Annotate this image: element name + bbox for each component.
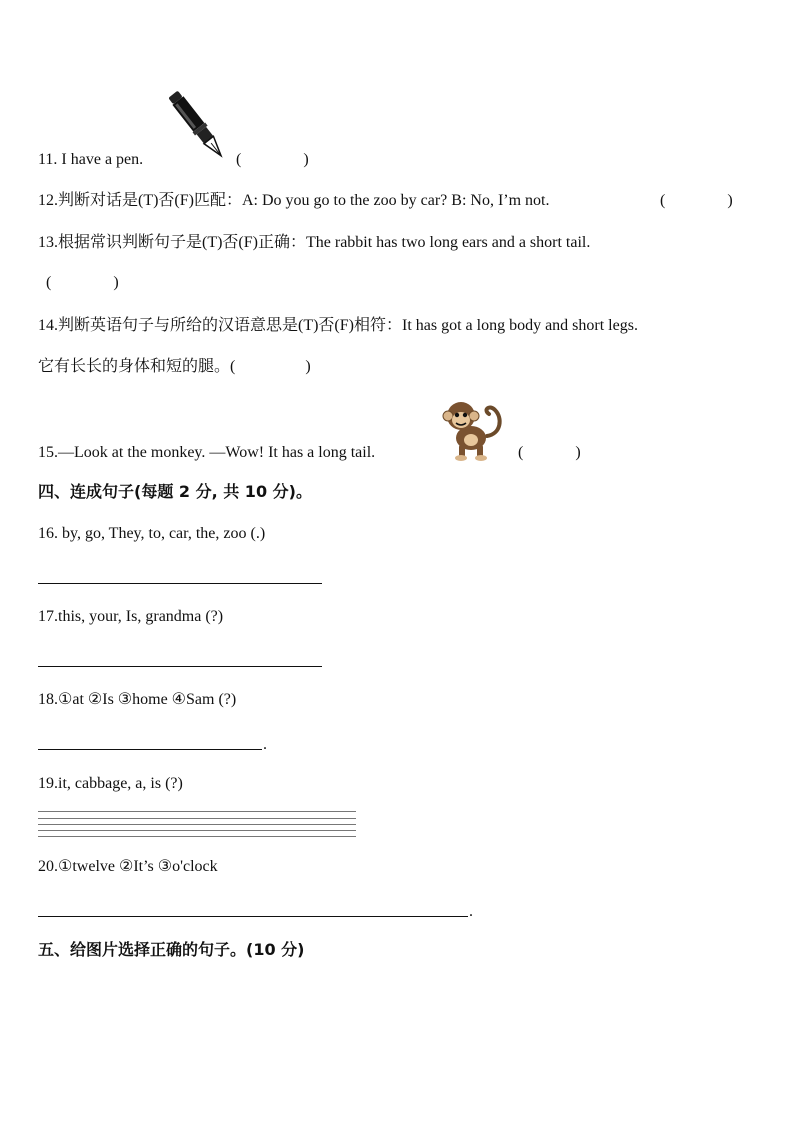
question-11 <box>38 150 143 170</box>
answer-20-period: . <box>469 903 473 920</box>
answer-18-period: . <box>263 736 267 753</box>
section-5-heading: 五、给图片选择正确的句子。(10 分) <box>38 940 305 959</box>
question-17: 17.this, your, Is, grandma (?) <box>38 608 224 625</box>
question-15-text: 15.—Look at the monkey. —Wow! It has a long tail. <box>38 444 376 461</box>
answer-ruled-line-1[interactable] <box>38 811 356 812</box>
question-13-text: 13.根据常识判断句子是(T)否(F)正确：The rabbit has two long ears and a short tail. <box>38 234 591 251</box>
question-14-text: 14.判断英语句子与所给的汉语意思是(T)否(F)相符：It has got a long body and short legs. <box>38 317 638 334</box>
question-18: 18.①at ②Is ③home ④Sam (?) <box>38 691 237 708</box>
question-11-text: 11. I have a pen. <box>38 151 144 168</box>
answer-ruled-line-3[interactable] <box>38 824 356 825</box>
question-13-answer-parens[interactable]: ( ) <box>46 274 119 291</box>
question-19: 19.it, cabbage, a, is (?) <box>38 775 183 792</box>
answer-line-18[interactable] <box>38 749 262 750</box>
question-14-chinese <box>38 357 311 377</box>
question-13 <box>38 233 590 253</box>
question-20: 20.①twelve ②It’s ③o'clock <box>38 858 218 875</box>
fountain-pen-icon <box>166 84 228 166</box>
answer-line-17[interactable] <box>38 666 322 667</box>
question-14-paren-close: ) <box>305 358 311 375</box>
question-15-answer-parens[interactable]: ( ) <box>518 444 581 461</box>
question-12 <box>38 191 550 211</box>
answer-ruled-line-5[interactable] <box>38 836 356 837</box>
question-14-chinese-text: 它有长长的身体和短的腿。 <box>38 358 231 375</box>
question-12-answer-parens[interactable]: ( ) <box>660 192 733 209</box>
question-12-text: 12.判断对话是(T)否(F)匹配：A: Do you go to the zoo by car? B: No, I’m not. <box>38 192 550 209</box>
section-4-heading: 四、连成句子(每题 2 分, 共 10 分)。 <box>38 482 312 501</box>
question-14-paren-open[interactable]: ( <box>230 358 236 375</box>
question-14 <box>38 316 638 336</box>
monkey-icon <box>441 396 505 462</box>
question-11-answer-parens[interactable]: ( ) <box>236 151 309 168</box>
answer-line-16[interactable] <box>38 583 322 584</box>
question-16: 16. by, go, They, to, car, the, zoo (.) <box>38 525 266 542</box>
answer-ruled-line-4[interactable] <box>38 830 356 831</box>
question-15 <box>38 443 375 463</box>
answer-line-20[interactable] <box>38 916 468 917</box>
answer-ruled-line-2[interactable] <box>38 818 356 819</box>
